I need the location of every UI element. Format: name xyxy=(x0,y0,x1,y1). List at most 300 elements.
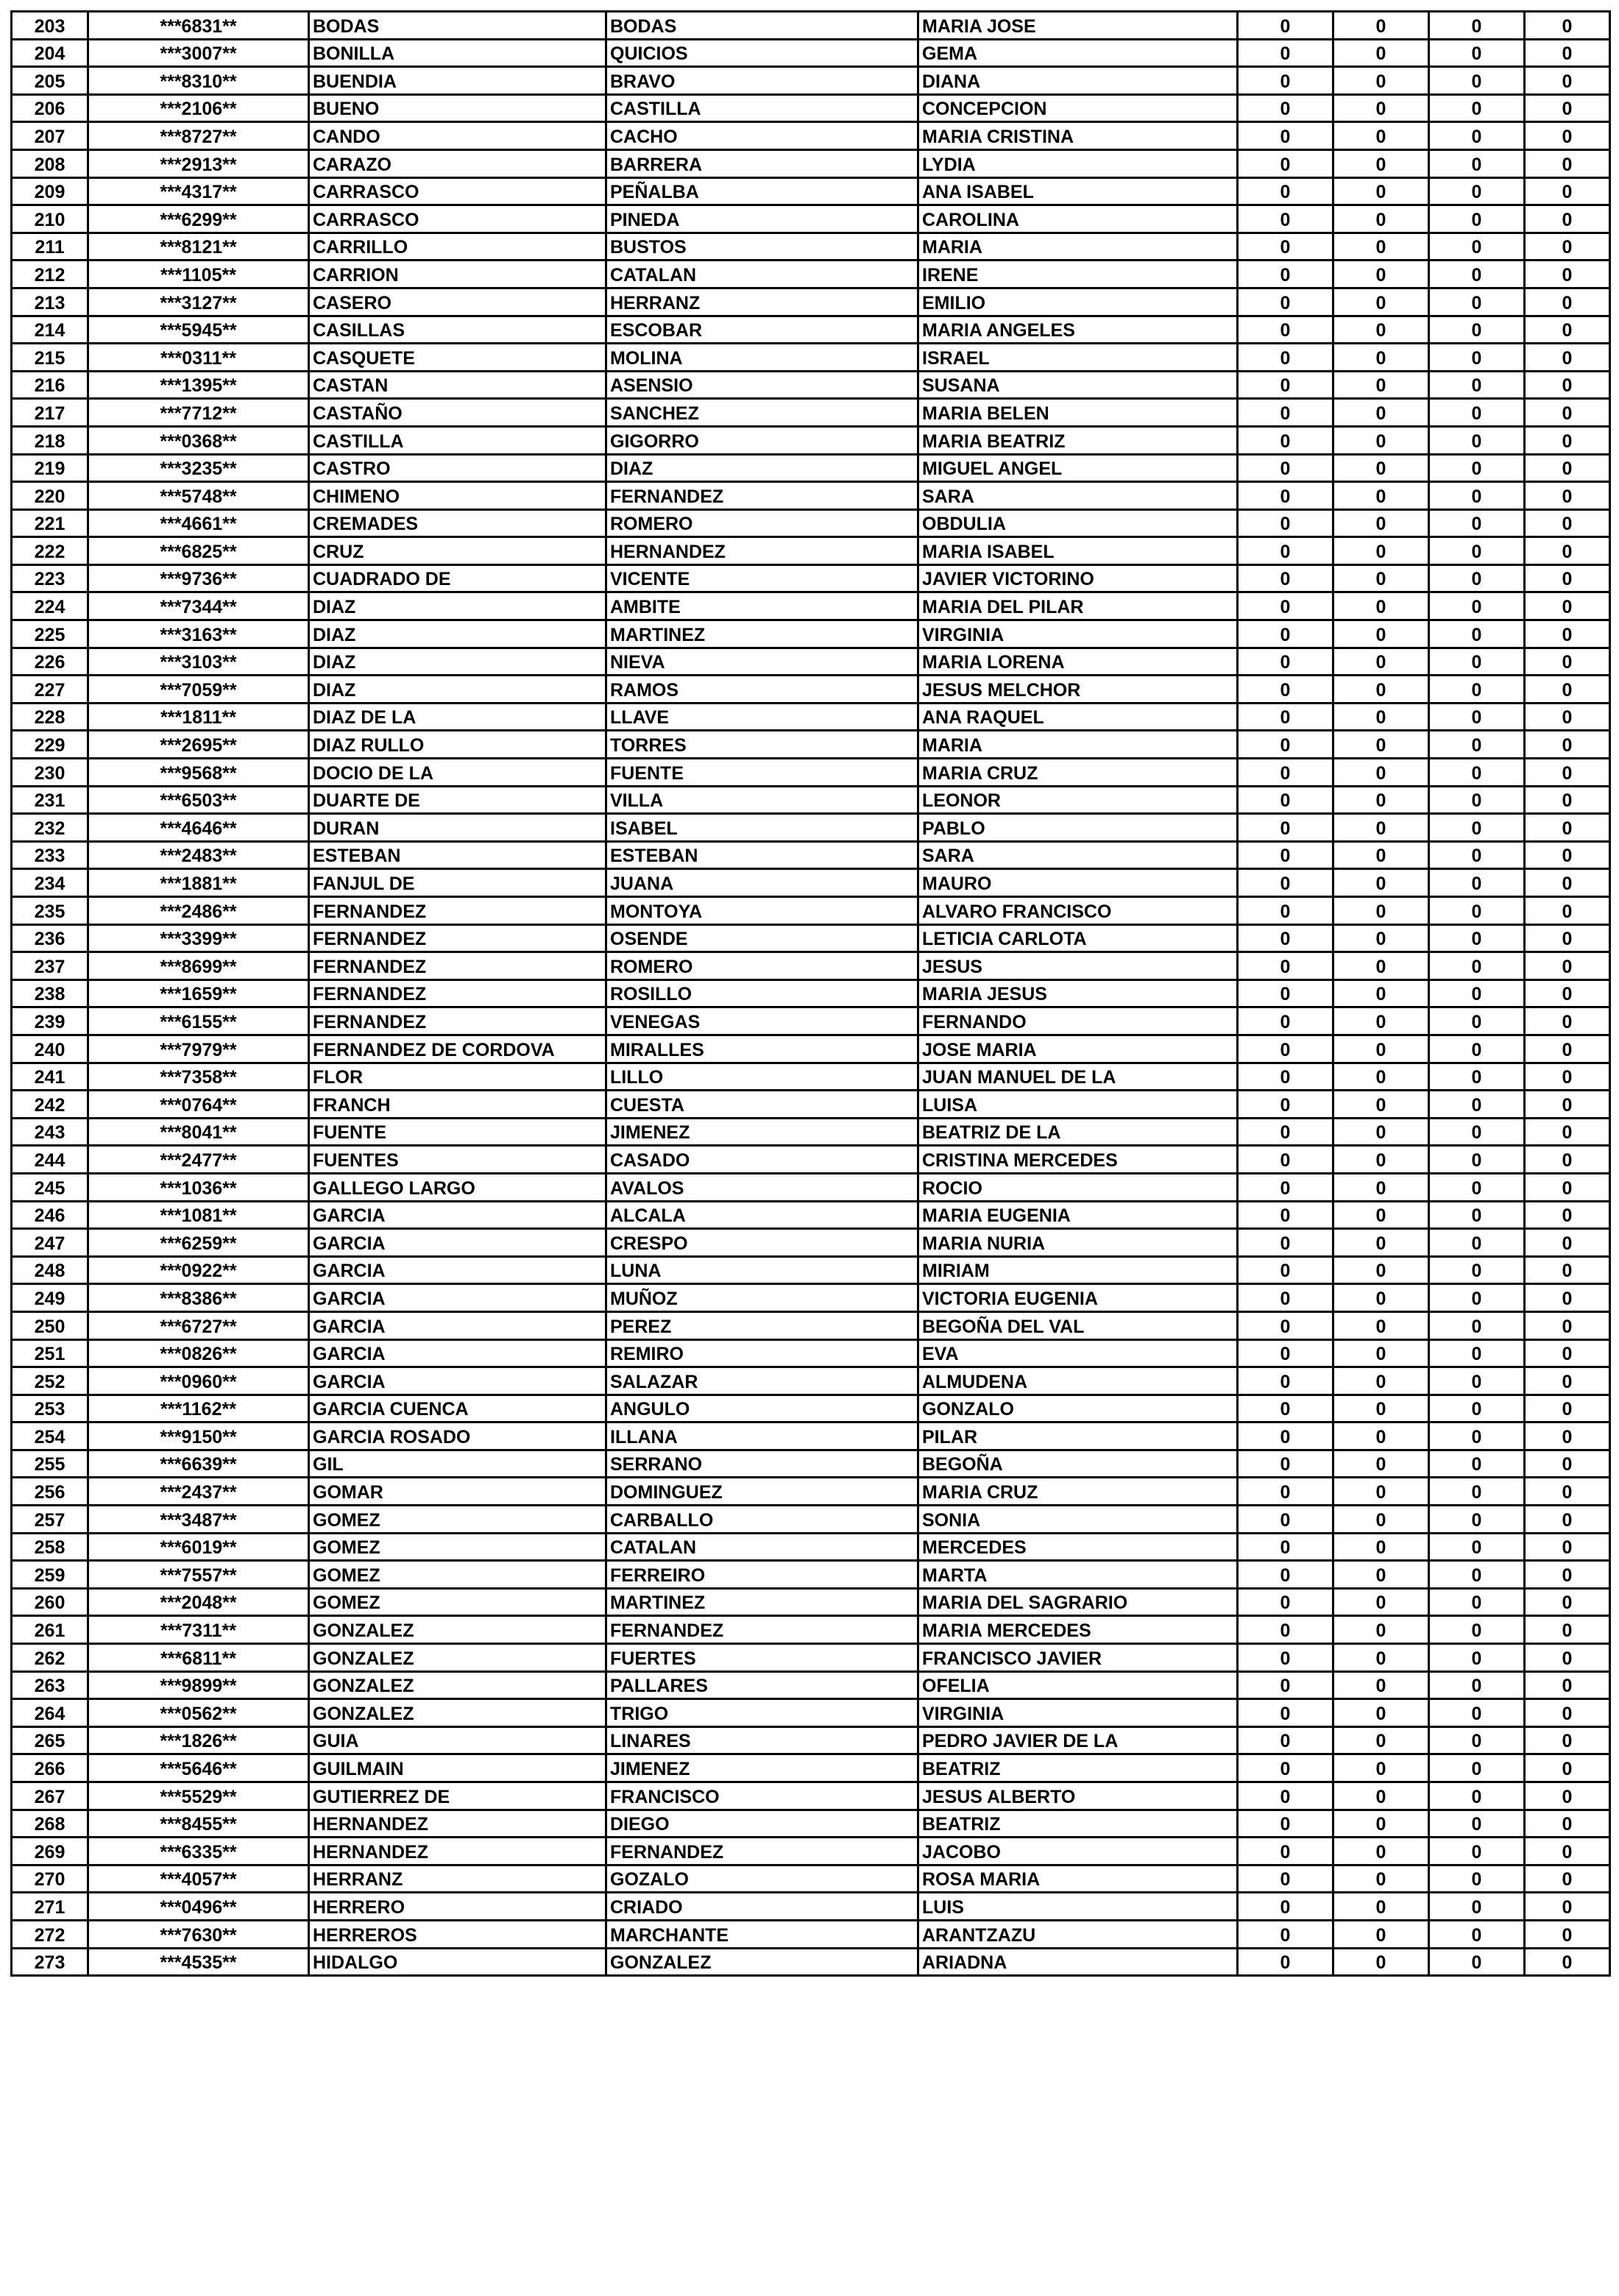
given-name-cell: MARIA DEL SAGRARIO xyxy=(918,1588,1238,1616)
score-2-cell: 0 xyxy=(1333,1893,1429,1921)
second-surname-cell: FRANCISCO xyxy=(606,1782,918,1810)
score-3-cell: 0 xyxy=(1429,233,1525,261)
id-masked-cell: ***6299** xyxy=(88,205,309,233)
score-1-cell: 0 xyxy=(1238,1644,1333,1672)
given-name-cell: PEDRO JAVIER DE LA xyxy=(918,1726,1238,1754)
id-masked-cell: ***0496** xyxy=(88,1893,309,1921)
given-name-cell: DIANA xyxy=(918,67,1238,95)
table-row xyxy=(12,952,1610,980)
score-4-cell: 0 xyxy=(1525,122,1610,150)
score-3-cell: 0 xyxy=(1429,1201,1525,1229)
id-masked-cell: ***6727** xyxy=(88,1311,309,1339)
second-surname-cell: ESTEBAN xyxy=(606,841,918,869)
table-row xyxy=(12,1339,1610,1367)
score-4-cell: 0 xyxy=(1525,1395,1610,1422)
score-2-cell: 0 xyxy=(1333,371,1429,399)
table-row xyxy=(12,1699,1610,1727)
second-surname-cell: SALAZAR xyxy=(606,1367,918,1395)
score-3-cell: 0 xyxy=(1429,344,1525,372)
row-number-cell: 231 xyxy=(12,786,88,814)
table-row xyxy=(12,94,1610,122)
table-row xyxy=(12,814,1610,842)
second-surname-cell: MUÑOZ xyxy=(606,1284,918,1312)
given-name-cell: MARIA ISABEL xyxy=(918,537,1238,565)
first-surname-cell: CREMADES xyxy=(309,509,606,537)
id-masked-cell: ***2913** xyxy=(88,149,309,177)
second-surname-cell: FERNANDEZ xyxy=(606,482,918,510)
given-name-cell: MARIA ANGELES xyxy=(918,316,1238,344)
score-4-cell: 0 xyxy=(1525,952,1610,980)
id-masked-cell: ***8455** xyxy=(88,1810,309,1838)
first-surname-cell: FERNANDEZ xyxy=(309,1007,606,1035)
score-1-cell: 0 xyxy=(1238,205,1333,233)
row-number-cell: 254 xyxy=(12,1422,88,1450)
given-name-cell: EVA xyxy=(918,1339,1238,1367)
score-3-cell: 0 xyxy=(1429,1063,1525,1091)
second-surname-cell: PINEDA xyxy=(606,205,918,233)
score-1-cell: 0 xyxy=(1238,924,1333,952)
first-surname-cell: GARCIA xyxy=(309,1256,606,1284)
score-2-cell: 0 xyxy=(1333,648,1429,676)
score-2-cell: 0 xyxy=(1333,205,1429,233)
score-4-cell: 0 xyxy=(1525,648,1610,676)
given-name-cell: LUIS xyxy=(918,1893,1238,1921)
id-masked-cell: ***7557** xyxy=(88,1561,309,1589)
second-surname-cell: GONZALEZ xyxy=(606,1948,918,1976)
second-surname-cell: CASTILLA xyxy=(606,94,918,122)
id-masked-cell: ***2486** xyxy=(88,897,309,925)
table-row xyxy=(12,371,1610,399)
row-number-cell: 272 xyxy=(12,1920,88,1948)
id-masked-cell: ***3399** xyxy=(88,924,309,952)
score-4-cell: 0 xyxy=(1525,1229,1610,1257)
score-4-cell: 0 xyxy=(1525,205,1610,233)
second-surname-cell: OSENDE xyxy=(606,924,918,952)
first-surname-cell: GARCIA xyxy=(309,1311,606,1339)
score-3-cell: 0 xyxy=(1429,1588,1525,1616)
second-surname-cell: CARBALLO xyxy=(606,1506,918,1534)
score-2-cell: 0 xyxy=(1333,288,1429,316)
given-name-cell: JAVIER VICTORINO xyxy=(918,564,1238,592)
score-4-cell: 0 xyxy=(1525,1091,1610,1119)
table-row xyxy=(12,1173,1610,1201)
score-1-cell: 0 xyxy=(1238,676,1333,704)
first-surname-cell: GARCIA xyxy=(309,1201,606,1229)
table-row xyxy=(12,177,1610,205)
score-1-cell: 0 xyxy=(1238,592,1333,620)
given-name-cell: EMILIO xyxy=(918,288,1238,316)
score-2-cell: 0 xyxy=(1333,1367,1429,1395)
score-3-cell: 0 xyxy=(1429,703,1525,731)
score-3-cell: 0 xyxy=(1429,371,1525,399)
score-3-cell: 0 xyxy=(1429,1671,1525,1699)
given-name-cell: BEGOÑA xyxy=(918,1450,1238,1478)
second-surname-cell: CRESPO xyxy=(606,1229,918,1257)
score-2-cell: 0 xyxy=(1333,1201,1429,1229)
score-2-cell: 0 xyxy=(1333,1588,1429,1616)
given-name-cell: JOSE MARIA xyxy=(918,1035,1238,1063)
given-name-cell: LETICIA CARLOTA xyxy=(918,924,1238,952)
score-1-cell: 0 xyxy=(1238,261,1333,288)
score-2-cell: 0 xyxy=(1333,233,1429,261)
given-name-cell: PABLO xyxy=(918,814,1238,842)
given-name-cell: ARANTZAZU xyxy=(918,1920,1238,1948)
score-4-cell: 0 xyxy=(1525,371,1610,399)
table-row xyxy=(12,759,1610,787)
first-surname-cell: BODAS xyxy=(309,12,606,40)
given-name-cell: OBDULIA xyxy=(918,509,1238,537)
row-number-cell: 213 xyxy=(12,288,88,316)
second-surname-cell: TRIGO xyxy=(606,1699,918,1727)
id-masked-cell: ***8310** xyxy=(88,67,309,95)
score-2-cell: 0 xyxy=(1333,1838,1429,1866)
first-surname-cell: DIAZ xyxy=(309,676,606,704)
id-masked-cell: ***7979** xyxy=(88,1035,309,1063)
first-surname-cell: CASTAN xyxy=(309,371,606,399)
first-surname-cell: CASERO xyxy=(309,288,606,316)
first-surname-cell: GOMEZ xyxy=(309,1533,606,1561)
row-number-cell: 251 xyxy=(12,1339,88,1367)
row-number-cell: 211 xyxy=(12,233,88,261)
score-4-cell: 0 xyxy=(1525,454,1610,482)
second-surname-cell: FERREIRO xyxy=(606,1561,918,1589)
table-row xyxy=(12,205,1610,233)
table-row xyxy=(12,67,1610,95)
score-2-cell: 0 xyxy=(1333,1644,1429,1672)
score-4-cell: 0 xyxy=(1525,1588,1610,1616)
first-surname-cell: DURAN xyxy=(309,814,606,842)
given-name-cell: MARIA CRUZ xyxy=(918,759,1238,787)
score-3-cell: 0 xyxy=(1429,288,1525,316)
given-name-cell: MARIA MERCEDES xyxy=(918,1616,1238,1644)
given-name-cell: CONCEPCION xyxy=(918,94,1238,122)
id-masked-cell: ***5529** xyxy=(88,1782,309,1810)
score-4-cell: 0 xyxy=(1525,1063,1610,1091)
given-name-cell: BEATRIZ DE LA xyxy=(918,1118,1238,1146)
row-number-cell: 248 xyxy=(12,1256,88,1284)
score-3-cell: 0 xyxy=(1429,620,1525,648)
score-1-cell: 0 xyxy=(1238,1256,1333,1284)
given-name-cell: ANA RAQUEL xyxy=(918,703,1238,731)
score-2-cell: 0 xyxy=(1333,1146,1429,1174)
score-3-cell: 0 xyxy=(1429,205,1525,233)
second-surname-cell: CATALAN xyxy=(606,1533,918,1561)
id-masked-cell: ***1395** xyxy=(88,371,309,399)
score-3-cell: 0 xyxy=(1429,1256,1525,1284)
first-surname-cell: FRANCH xyxy=(309,1091,606,1119)
score-1-cell: 0 xyxy=(1238,1118,1333,1146)
row-number-cell: 273 xyxy=(12,1948,88,1976)
score-4-cell: 0 xyxy=(1525,979,1610,1007)
score-3-cell: 0 xyxy=(1429,454,1525,482)
row-number-cell: 203 xyxy=(12,12,88,40)
id-masked-cell: ***6503** xyxy=(88,786,309,814)
score-2-cell: 0 xyxy=(1333,1395,1429,1422)
score-3-cell: 0 xyxy=(1429,1699,1525,1727)
score-3-cell: 0 xyxy=(1429,1726,1525,1754)
given-name-cell: JUAN MANUEL DE LA xyxy=(918,1063,1238,1091)
score-2-cell: 0 xyxy=(1333,592,1429,620)
table-row xyxy=(12,316,1610,344)
row-number-cell: 216 xyxy=(12,371,88,399)
score-2-cell: 0 xyxy=(1333,897,1429,925)
table-row xyxy=(12,454,1610,482)
table-row xyxy=(12,509,1610,537)
id-masked-cell: ***2106** xyxy=(88,94,309,122)
first-surname-cell: FLOR xyxy=(309,1063,606,1091)
given-name-cell: BEATRIZ xyxy=(918,1810,1238,1838)
score-3-cell: 0 xyxy=(1429,1893,1525,1921)
given-name-cell: ALVARO FRANCISCO xyxy=(918,897,1238,925)
score-1-cell: 0 xyxy=(1238,620,1333,648)
first-surname-cell: CARAZO xyxy=(309,149,606,177)
score-1-cell: 0 xyxy=(1238,1478,1333,1506)
score-2-cell: 0 xyxy=(1333,1091,1429,1119)
row-number-cell: 249 xyxy=(12,1284,88,1312)
id-masked-cell: ***3235** xyxy=(88,454,309,482)
first-surname-cell: GOMEZ xyxy=(309,1588,606,1616)
second-surname-cell: MARTINEZ xyxy=(606,1588,918,1616)
id-masked-cell: ***1105** xyxy=(88,261,309,288)
score-2-cell: 0 xyxy=(1333,122,1429,150)
second-surname-cell: LUNA xyxy=(606,1256,918,1284)
second-surname-cell: PEÑALBA xyxy=(606,177,918,205)
id-masked-cell: ***0311** xyxy=(88,344,309,372)
score-2-cell: 0 xyxy=(1333,1699,1429,1727)
score-2-cell: 0 xyxy=(1333,1920,1429,1948)
row-number-cell: 212 xyxy=(12,261,88,288)
score-3-cell: 0 xyxy=(1429,426,1525,454)
first-surname-cell: GARCIA xyxy=(309,1229,606,1257)
id-masked-cell: ***6825** xyxy=(88,537,309,565)
score-3-cell: 0 xyxy=(1429,1865,1525,1893)
table-row xyxy=(12,1893,1610,1921)
score-4-cell: 0 xyxy=(1525,1782,1610,1810)
score-3-cell: 0 xyxy=(1429,869,1525,897)
second-surname-cell: AMBITE xyxy=(606,592,918,620)
first-surname-cell: GIL xyxy=(309,1450,606,1478)
score-3-cell: 0 xyxy=(1429,1284,1525,1312)
score-3-cell: 0 xyxy=(1429,1229,1525,1257)
id-masked-cell: ***1081** xyxy=(88,1201,309,1229)
id-masked-cell: ***7630** xyxy=(88,1920,309,1948)
table-row xyxy=(12,1201,1610,1229)
second-surname-cell: CACHO xyxy=(606,122,918,150)
score-2-cell: 0 xyxy=(1333,924,1429,952)
score-1-cell: 0 xyxy=(1238,177,1333,205)
id-masked-cell: ***2695** xyxy=(88,731,309,759)
score-1-cell: 0 xyxy=(1238,1810,1333,1838)
first-surname-cell: GOMEZ xyxy=(309,1506,606,1534)
score-3-cell: 0 xyxy=(1429,1091,1525,1119)
given-name-cell: ARIADNA xyxy=(918,1948,1238,1976)
row-number-cell: 245 xyxy=(12,1173,88,1201)
second-surname-cell: LILLO xyxy=(606,1063,918,1091)
given-name-cell: IRENE xyxy=(918,261,1238,288)
score-2-cell: 0 xyxy=(1333,1478,1429,1506)
first-surname-cell: DOCIO DE LA xyxy=(309,759,606,787)
given-name-cell: BEATRIZ xyxy=(918,1754,1238,1782)
score-3-cell: 0 xyxy=(1429,564,1525,592)
score-3-cell: 0 xyxy=(1429,1311,1525,1339)
table-row xyxy=(12,1007,1610,1035)
score-3-cell: 0 xyxy=(1429,1948,1525,1976)
score-4-cell: 0 xyxy=(1525,537,1610,565)
table-row xyxy=(12,979,1610,1007)
score-4-cell: 0 xyxy=(1525,1422,1610,1450)
table-body xyxy=(12,12,1610,1976)
id-masked-cell: ***1659** xyxy=(88,979,309,1007)
score-3-cell: 0 xyxy=(1429,648,1525,676)
row-number-cell: 265 xyxy=(12,1726,88,1754)
id-masked-cell: ***1881** xyxy=(88,869,309,897)
score-3-cell: 0 xyxy=(1429,1422,1525,1450)
first-surname-cell: CRUZ xyxy=(309,537,606,565)
first-surname-cell: FUENTES xyxy=(309,1146,606,1174)
score-4-cell: 0 xyxy=(1525,1865,1610,1893)
row-number-cell: 204 xyxy=(12,39,88,67)
score-2-cell: 0 xyxy=(1333,1810,1429,1838)
table-row xyxy=(12,1422,1610,1450)
row-number-cell: 219 xyxy=(12,454,88,482)
table-row xyxy=(12,1782,1610,1810)
table-row xyxy=(12,1063,1610,1091)
score-4-cell: 0 xyxy=(1525,288,1610,316)
row-number-cell: 257 xyxy=(12,1506,88,1534)
given-name-cell: ANA ISABEL xyxy=(918,177,1238,205)
first-surname-cell: HERREROS xyxy=(309,1920,606,1948)
table-row xyxy=(12,149,1610,177)
score-3-cell: 0 xyxy=(1429,1339,1525,1367)
score-1-cell: 0 xyxy=(1238,1229,1333,1257)
row-number-cell: 230 xyxy=(12,759,88,787)
score-2-cell: 0 xyxy=(1333,537,1429,565)
second-surname-cell: QUICIOS xyxy=(606,39,918,67)
row-number-cell: 207 xyxy=(12,122,88,150)
row-number-cell: 252 xyxy=(12,1367,88,1395)
first-surname-cell: GOMEZ xyxy=(309,1561,606,1589)
first-surname-cell: CASTRO xyxy=(309,454,606,482)
score-3-cell: 0 xyxy=(1429,1644,1525,1672)
first-surname-cell: FANJUL DE xyxy=(309,869,606,897)
row-number-cell: 214 xyxy=(12,316,88,344)
score-1-cell: 0 xyxy=(1238,1091,1333,1119)
score-3-cell: 0 xyxy=(1429,731,1525,759)
table-row xyxy=(12,1561,1610,1589)
score-2-cell: 0 xyxy=(1333,1007,1429,1035)
score-2-cell: 0 xyxy=(1333,1284,1429,1312)
given-name-cell: MARIA xyxy=(918,233,1238,261)
score-1-cell: 0 xyxy=(1238,1367,1333,1395)
row-number-cell: 206 xyxy=(12,94,88,122)
row-number-cell: 221 xyxy=(12,509,88,537)
table-row xyxy=(12,1506,1610,1534)
score-2-cell: 0 xyxy=(1333,814,1429,842)
score-3-cell: 0 xyxy=(1429,261,1525,288)
second-surname-cell: ILLANA xyxy=(606,1422,918,1450)
score-1-cell: 0 xyxy=(1238,149,1333,177)
score-1-cell: 0 xyxy=(1238,1339,1333,1367)
row-number-cell: 218 xyxy=(12,426,88,454)
second-surname-cell: ISABEL xyxy=(606,814,918,842)
score-3-cell: 0 xyxy=(1429,122,1525,150)
first-surname-cell: DUARTE DE xyxy=(309,786,606,814)
score-2-cell: 0 xyxy=(1333,482,1429,510)
score-4-cell: 0 xyxy=(1525,841,1610,869)
given-name-cell: JACOBO xyxy=(918,1838,1238,1866)
score-4-cell: 0 xyxy=(1525,1478,1610,1506)
row-number-cell: 220 xyxy=(12,482,88,510)
score-1-cell: 0 xyxy=(1238,371,1333,399)
score-2-cell: 0 xyxy=(1333,426,1429,454)
row-number-cell: 208 xyxy=(12,149,88,177)
score-2-cell: 0 xyxy=(1333,1506,1429,1534)
id-masked-cell: ***6155** xyxy=(88,1007,309,1035)
score-1-cell: 0 xyxy=(1238,759,1333,787)
score-4-cell: 0 xyxy=(1525,731,1610,759)
score-4-cell: 0 xyxy=(1525,1339,1610,1367)
score-1-cell: 0 xyxy=(1238,316,1333,344)
given-name-cell: CRISTINA MERCEDES xyxy=(918,1146,1238,1174)
score-1-cell: 0 xyxy=(1238,482,1333,510)
id-masked-cell: ***9150** xyxy=(88,1422,309,1450)
given-name-cell: JESUS xyxy=(918,952,1238,980)
score-3-cell: 0 xyxy=(1429,1173,1525,1201)
score-2-cell: 0 xyxy=(1333,1311,1429,1339)
first-surname-cell: DIAZ RULLO xyxy=(309,731,606,759)
score-4-cell: 0 xyxy=(1525,261,1610,288)
table-row xyxy=(12,1726,1610,1754)
row-number-cell: 270 xyxy=(12,1865,88,1893)
score-2-cell: 0 xyxy=(1333,703,1429,731)
score-1-cell: 0 xyxy=(1238,648,1333,676)
score-2-cell: 0 xyxy=(1333,731,1429,759)
table-row xyxy=(12,537,1610,565)
id-masked-cell: ***3163** xyxy=(88,620,309,648)
first-surname-cell: ESTEBAN xyxy=(309,841,606,869)
second-surname-cell: ASENSIO xyxy=(606,371,918,399)
score-4-cell: 0 xyxy=(1525,1284,1610,1312)
score-4-cell: 0 xyxy=(1525,1810,1610,1838)
table-row xyxy=(12,648,1610,676)
table-row xyxy=(12,1395,1610,1422)
score-4-cell: 0 xyxy=(1525,1256,1610,1284)
row-number-cell: 253 xyxy=(12,1395,88,1422)
score-4-cell: 0 xyxy=(1525,1671,1610,1699)
first-surname-cell: FERNANDEZ xyxy=(309,979,606,1007)
given-name-cell: SUSANA xyxy=(918,371,1238,399)
first-surname-cell: GUILMAIN xyxy=(309,1754,606,1782)
score-4-cell: 0 xyxy=(1525,1035,1610,1063)
second-surname-cell: ROMERO xyxy=(606,509,918,537)
score-3-cell: 0 xyxy=(1429,39,1525,67)
score-1-cell: 0 xyxy=(1238,1146,1333,1174)
second-surname-cell: FERNANDEZ xyxy=(606,1838,918,1866)
score-2-cell: 0 xyxy=(1333,177,1429,205)
score-4-cell: 0 xyxy=(1525,1506,1610,1534)
score-2-cell: 0 xyxy=(1333,564,1429,592)
second-surname-cell: BUSTOS xyxy=(606,233,918,261)
score-3-cell: 0 xyxy=(1429,786,1525,814)
score-4-cell: 0 xyxy=(1525,1146,1610,1174)
id-masked-cell: ***3487** xyxy=(88,1506,309,1534)
first-surname-cell: CARRION xyxy=(309,261,606,288)
first-surname-cell: GALLEGO LARGO xyxy=(309,1173,606,1201)
score-1-cell: 0 xyxy=(1238,786,1333,814)
score-1-cell: 0 xyxy=(1238,39,1333,67)
score-1-cell: 0 xyxy=(1238,1671,1333,1699)
given-name-cell: BEGOÑA DEL VAL xyxy=(918,1311,1238,1339)
